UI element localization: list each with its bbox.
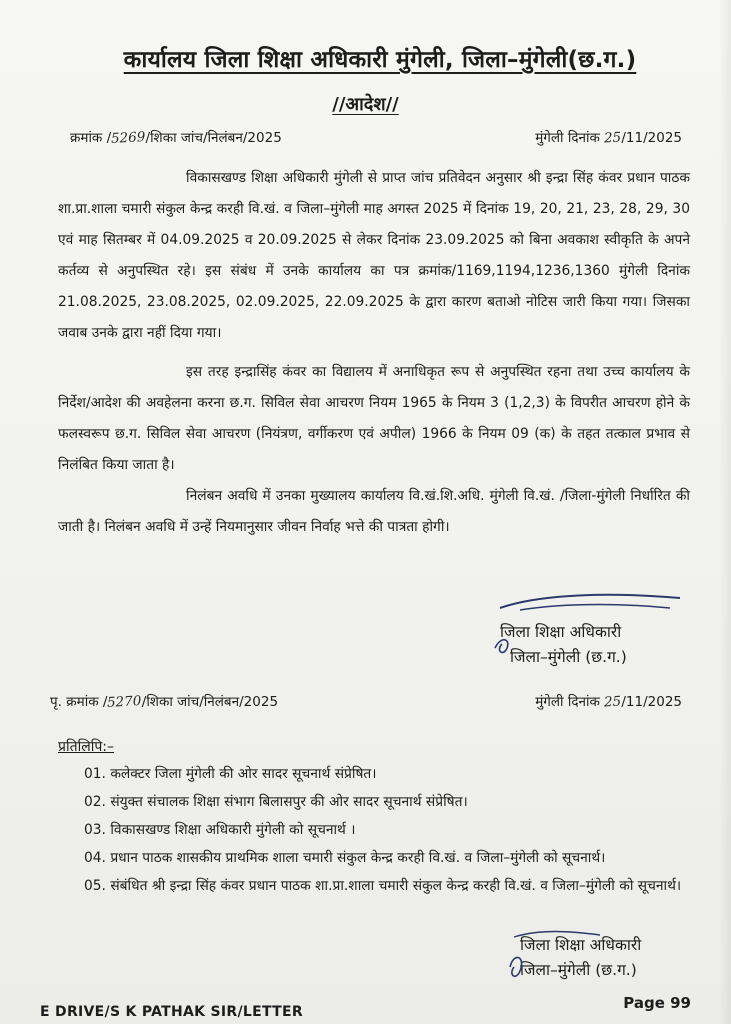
signature-block-order [500, 620, 720, 670]
copy-recipient: 05. संबंधित श्री इन्द्रा सिंह कंवर प्रधान पाठक शा.प्रा.शाला चमारी संकुल केन्द्र करही वि.खं. व जिला–मुंगेली को सूचनार्थ। [84, 878, 682, 894]
order-body [58, 163, 690, 543]
handwritten-order-number: 5269 [110, 129, 146, 147]
office-heading: कार्यालय जिला शिक्षा अधिकारी मुंगेली, जिला–मुंगेली(छ.ग.) [123, 47, 637, 73]
paragraph-headquarters: निलंबन अवधि में उनका मुख्यालय कार्यालय वि.खं.शि.अधि. मुंगेली वि.खं. /जिला-मुंगेली निर्धारित की जाती है। निलंबन अवधि में उन्हें नियमानुसार जीवन निर्वाह भत्ते की पात्रता होगी। [58, 488, 690, 535]
copy-to-label: प्रतिलिपि:– [58, 739, 114, 755]
signature-place: जिला–मुंगेली (छ.ग.) [520, 961, 637, 979]
copy-recipient: 03. विकासखण्ड शिक्षा अधिकारी मुंगेली को सूचनार्थ । [84, 822, 356, 838]
order-number: क्रमांक /5269/शिका जांच/निलंबन/2025 [70, 129, 282, 147]
signature-place: जिला–मुंगेली (छ.ग.) [510, 648, 627, 666]
handwritten-copy-day: 25 [603, 693, 622, 711]
copy-date: मुंगेली दिनांक 25/11/2025 [535, 693, 682, 711]
copy-recipients-list [84, 760, 690, 900]
page-number: Page 99 [623, 994, 691, 1012]
copy-recipient: 01. कलेक्टर जिला मुंगेली की ओर सादर सूचनार्थ संप्रेषित। [84, 766, 377, 782]
copy-number: पृ. क्रमांक /5270/शिका जांच/निलंबन/2025 [50, 693, 279, 711]
copy-reference-line [50, 692, 690, 714]
handwritten-order-day: 25 [603, 129, 622, 147]
file-path-footer: E DRIVE/S K PATHAK SIR/LETTER [40, 1004, 303, 1020]
scan-shadow-edge [719, 0, 731, 1024]
signature-title: जिला शिक्षा अधिकारी [500, 623, 622, 641]
order-date: मुंगेली दिनांक 25/11/2025 [535, 129, 682, 147]
signature-block-copy [520, 933, 731, 983]
paragraph-suspension: इस तरह इन्द्रासिंह कंवर का विद्यालय में अनाधिकृत रूप से अनुपस्थित रहना तथा उच्च कार्यालय के निर्देश/आदेश की अवहेलना करना छ.ग. सिविल सेवा आचरण नियम 1965 के नियम 3 (1,2,3) के विपरीत आचरण होने के फलस्वरूप छ.ग. सिविल सेवा आचरण (नियंत्रण, वर्गीकरण एवं अपील) 1966 के नियम 09 (क) के तहत तत्काल प्रभाव से निलंबित किया जाता है। [58, 364, 690, 473]
paragraph-inquiry: विकासखण्ड शिक्षा अधिकारी मुंगेली से प्राप्त जांच प्रतिवेदन अनुसार श्री इन्द्रा सिंह कंवर प्रधान पाठक शा.प्रा.शाला चमारी संकुल केन्द्र करही वि.खं. व जिला–मुंगेली माह अगस्त 2025 में दिनांक 19, 20, 21, 23, 28, 29, 30 एवं माह सितम्बर में 04.09.2025 व 20.09.2025 से लेकर दिनांक 23.09.2025 को बिना अवकाश स्वीकृति के अपने कर्तव्य से अनुपस्थित रहे। इस संबंध में उनके कार्यालय का पत्र क्रमांक/1169,1194,1236,1360 मुंगेली दिनांक 21.08.2025, 23.08.2025, 02.09.2025, 22.09.2025 के द्वारा कारण बताओ नोटिस जारी किया गया। जिसका जवाब उनके द्वारा नहीं दिया गया। [58, 170, 690, 341]
copy-recipient: 02. संयुक्त संचालक शिक्षा संभाग बिलासपुर की ओर सादर सूचनार्थ संप्रेषित। [84, 794, 468, 810]
copy-recipient: 04. प्रधान पाठक शासकीय प्राथमिक शाला चमारी संकुल केन्द्र करही वि.खं. व जिला–मुंगेली को सूचनार्थ। [84, 850, 606, 866]
signature-title: जिला शिक्षा अधिकारी [520, 936, 642, 954]
order-reference-line [70, 128, 690, 150]
order-title: //आदेश// [332, 94, 399, 115]
handwritten-copy-number: 5270 [107, 693, 143, 711]
